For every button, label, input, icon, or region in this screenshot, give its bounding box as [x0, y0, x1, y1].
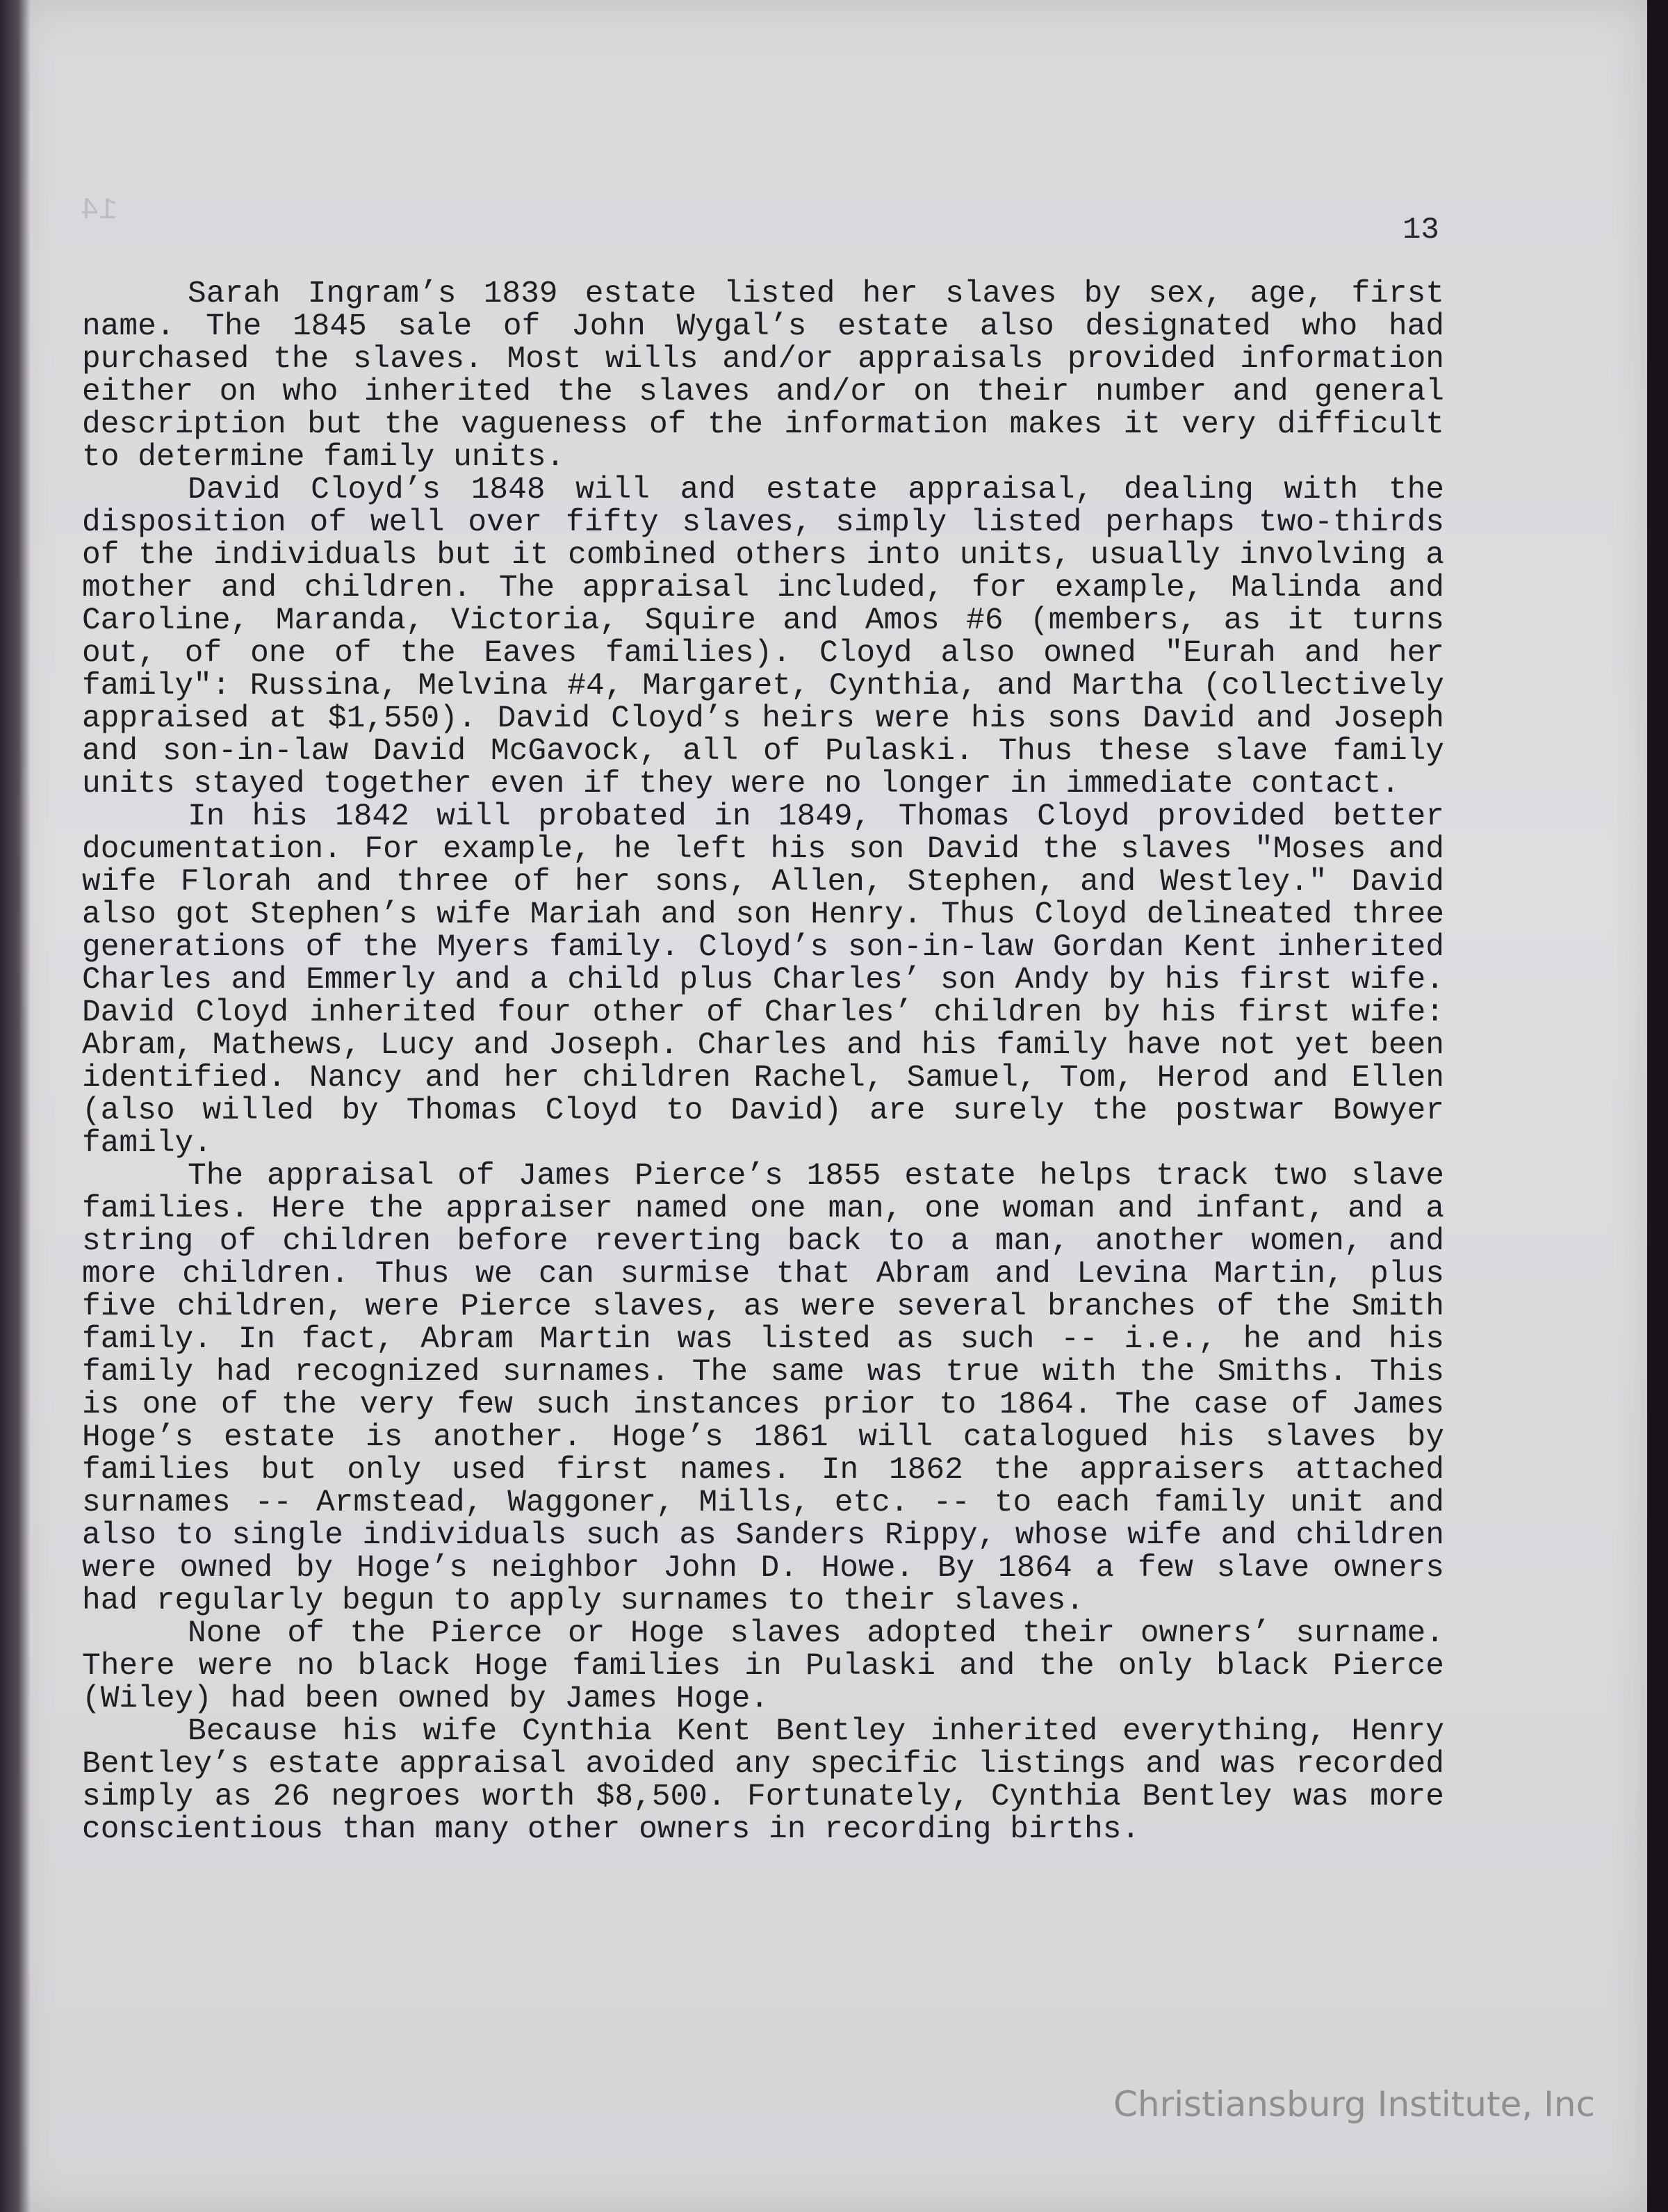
paragraph-4: The appraisal of James Pierce’s 1855 estate helps track two slave families. Here the appraiser named one man, one woman and infant, and a string of children before reverting back to a man, another women, and more children. Thus we can surmise that Abram and Levina Martin, plus five children, were Pierce slaves, as were several branches of the Smith family. In fact, Abram Martin was listed as such -- i.e., he and his family had recognized surnames. The same was true with the Smiths. This is one of the very few such instances prior to 1864. The case of James Hoge’s estate is another. Hoge’s 1861 will catalogued his slaves by families but only used first names. In 1862 the appraisers attached surnames -- Armstead, Waggoner, Mills, etc. -- to each family unit and also to single individuals such as Sanders Rippy, whose wife and children were owned by Hoge’s neighbor John D. Howe. By 1864 a few slave owners had regularly begun to apply surnames to their slaves. [82, 1159, 1444, 1618]
page-edge-shadow [0, 0, 31, 2212]
paragraph-1: Sarah Ingram’s 1839 estate listed her slaves by sex, age, first name. The 1845 sale of John Wygal’s estate also designated who had purchased the slaves. Most wills and/or appraisals provided information either on who inherited the slaves and/or on their number and general description but the vagueness of the information makes it very difficult to determine family units. [82, 277, 1444, 475]
watermark-text: Christiansburg Institute, Inc [1113, 2084, 1596, 2124]
bleed-through-page-number: 14 [81, 193, 117, 228]
paragraph-6: Because his wife Cynthia Kent Bentley inherited everything, Henry Bentley’s estate appraisal avoided any specific listings and was recorded simply as 26 negroes worth $8,500. Fortunately, Cynthia Bentley was more conscientious than many other owners in recording births. [82, 1714, 1444, 1847]
paragraph-2: David Cloyd’s 1848 will and estate appraisal, dealing with the disposition of well over fifty slaves, simply listed perhaps two-thirds of the individuals but it combined others into units, usually involving a mother and children. The appraisal included, for example, Malinda and Caroline, Maranda, Victoria, Squire and Amos #6 (members, as it turns out, of one of the Eaves families). Cloyd also owned "Eurah and her family": Russina, Melvina #4, Margaret, Cynthia, and Martha (collectively appraised at $1,550). David Cloyd’s heirs were his sons David and Joseph and son-in-law David McGavock, all of Pulaski. Thus these slave family units stayed together even if they were no longer in immediate contact. [82, 473, 1444, 802]
page-number: 13 [1403, 213, 1439, 247]
paragraph-5: None of the Pierce or Hoge slaves adopted their owners’ surname. There were no black Hoge families in Pulaski and the only black Pierce (Wiley) had been owned by James Hoge. [82, 1616, 1444, 1716]
paragraph-3: In his 1842 will probated in 1849, Thomas Cloyd provided better documentation. For example, he left his son David the slaves "Moses and wife Florah and three of her sons, Allen, Stephen, and Westley." David also got Stephen’s wife Mariah and son Henry. Thus Cloyd delineated three generations of the Myers family. Cloyd’s son-in-law Gordan Kent inherited Charles and Emmerly and a child plus Charles’ son Andy by his first wife. David Cloyd inherited four other of Charles’ children by his first wife: Abram, Mathews, Lucy and Joseph. Charles and his family have not yet been identified. Nancy and her children Rachel, Samuel, Tom, Herod and Ellen (also willed by Thomas Cloyd to David) are surely the postwar Bowyer family. [82, 799, 1444, 1161]
document-body [82, 278, 1444, 1846]
